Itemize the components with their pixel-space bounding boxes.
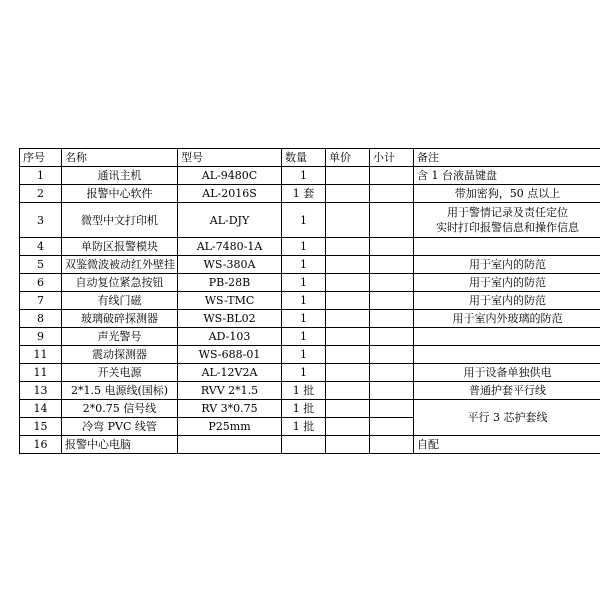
cell-model: WS-BL02	[178, 310, 282, 328]
cell-qty: 1	[282, 238, 326, 256]
table-row	[20, 328, 600, 346]
cell-subtotal	[370, 310, 414, 328]
cell-subtotal	[370, 382, 414, 400]
cell-subtotal	[370, 185, 414, 203]
cell-model: AL-DJY	[178, 203, 282, 238]
table-row	[20, 310, 600, 328]
cell-subtotal	[370, 418, 414, 436]
cell-qty: 1 批	[282, 400, 326, 418]
cell-model: AL-12V2A	[178, 364, 282, 382]
equipment-table	[19, 148, 600, 454]
cell-subtotal	[370, 238, 414, 256]
cell-subtotal	[370, 292, 414, 310]
table-row	[20, 292, 600, 310]
cell-name: 冷弯 PVC 线管	[62, 418, 178, 436]
cell-subtotal	[370, 328, 414, 346]
cell-seq: 6	[20, 274, 62, 292]
cell-seq: 7	[20, 292, 62, 310]
cell-unit-price	[326, 364, 370, 382]
table-row	[20, 256, 600, 274]
cell-seq: 2	[20, 185, 62, 203]
cell-unit-price	[326, 274, 370, 292]
table-row	[20, 436, 600, 454]
table-row	[20, 238, 600, 256]
cell-notes-merged: 平行 3 芯护套线	[414, 400, 600, 436]
cell-seq: 16	[20, 436, 62, 454]
cell-seq: 5	[20, 256, 62, 274]
cell-qty: 1	[282, 328, 326, 346]
table-row	[20, 274, 600, 292]
cell-subtotal	[370, 346, 414, 364]
table-row	[20, 185, 600, 203]
cell-unit-price	[326, 382, 370, 400]
cell-unit-price	[326, 310, 370, 328]
cell-notes	[414, 238, 600, 256]
cell-unit-price	[326, 292, 370, 310]
cell-unit-price	[326, 400, 370, 418]
cell-unit-price	[326, 167, 370, 185]
cell-unit-price	[326, 346, 370, 364]
cell-qty: 1	[282, 364, 326, 382]
cell-notes	[414, 328, 600, 346]
cell-model: WS-TMC	[178, 292, 282, 310]
cell-notes: 普通护套平行线	[414, 382, 600, 400]
cell-name: 玻璃破碎探测器	[62, 310, 178, 328]
cell-name: 自动复位紧急按钮	[62, 274, 178, 292]
cell-seq: 11	[20, 364, 62, 382]
cell-model	[178, 436, 282, 454]
cell-unit-price	[326, 328, 370, 346]
cell-name: 震动探测器	[62, 346, 178, 364]
table-header-row	[20, 149, 600, 167]
cell-subtotal	[370, 167, 414, 185]
cell-seq: 15	[20, 418, 62, 436]
cell-subtotal	[370, 436, 414, 454]
table-row	[20, 167, 600, 185]
cell-notes: 含 1 台液晶键盘	[414, 167, 600, 185]
header-notes: 备注	[414, 149, 600, 167]
cell-qty: 1 批	[282, 418, 326, 436]
header-subtotal: 小计	[370, 149, 414, 167]
cell-model: AL-7480-1A	[178, 238, 282, 256]
header-name: 名称	[62, 149, 178, 167]
header-seq: 序号	[20, 149, 62, 167]
cell-unit-price	[326, 238, 370, 256]
cell-name: 报警中心软件	[62, 185, 178, 203]
cell-notes: 用于室内的防范	[414, 292, 600, 310]
cell-unit-price	[326, 418, 370, 436]
cell-notes	[414, 346, 600, 364]
cell-notes: 用于设备单独供电	[414, 364, 600, 382]
cell-subtotal	[370, 203, 414, 238]
cell-qty: 1	[282, 167, 326, 185]
cell-qty: 1	[282, 310, 326, 328]
cell-model: WS-688-01	[178, 346, 282, 364]
cell-qty	[282, 436, 326, 454]
note-line: 实时打印报警信息和操作信息	[436, 221, 579, 234]
cell-name: 双鉴微波被动红外壁挂	[62, 256, 178, 274]
header-qty: 数量	[282, 149, 326, 167]
cell-name: 微型中文打印机	[62, 203, 178, 238]
cell-model: RVV 2*1.5	[178, 382, 282, 400]
header-unit-price: 单价	[326, 149, 370, 167]
cell-qty: 1	[282, 274, 326, 292]
cell-name: 开关电源	[62, 364, 178, 382]
cell-seq: 14	[20, 400, 62, 418]
cell-model: P25mm	[178, 418, 282, 436]
cell-qty: 1	[282, 256, 326, 274]
cell-unit-price	[326, 436, 370, 454]
cell-model: AL-2016S	[178, 185, 282, 203]
cell-name: 报警中心电脑	[62, 436, 178, 454]
cell-seq: 8	[20, 310, 62, 328]
cell-unit-price	[326, 203, 370, 238]
cell-model: AD-103	[178, 328, 282, 346]
cell-unit-price	[326, 256, 370, 274]
header-model: 型号	[178, 149, 282, 167]
cell-seq: 11	[20, 346, 62, 364]
cell-name: 有线门磁	[62, 292, 178, 310]
table-row	[20, 203, 600, 238]
table-row	[20, 400, 600, 418]
cell-notes: 用于室内的防范	[414, 256, 600, 274]
cell-subtotal	[370, 274, 414, 292]
cell-qty: 1	[282, 346, 326, 364]
cell-subtotal	[370, 400, 414, 418]
cell-notes: 用于室内外玻璃的防范	[414, 310, 600, 328]
cell-model: PB-28B	[178, 274, 282, 292]
cell-subtotal	[370, 364, 414, 382]
cell-seq: 9	[20, 328, 62, 346]
cell-seq: 13	[20, 382, 62, 400]
table-row	[20, 364, 600, 382]
cell-notes: 带加密狗，50 点以上	[414, 185, 600, 203]
cell-qty: 1	[282, 203, 326, 238]
cell-seq: 3	[20, 203, 62, 238]
cell-notes: 自配	[414, 436, 600, 454]
cell-model: WS-380A	[178, 256, 282, 274]
cell-name: 单防区报警模块	[62, 238, 178, 256]
table-row	[20, 346, 600, 364]
cell-name: 声光警号	[62, 328, 178, 346]
cell-notes	[414, 203, 600, 238]
cell-model: AL-9480C	[178, 167, 282, 185]
cell-qty: 1 套	[282, 185, 326, 203]
cell-subtotal	[370, 256, 414, 274]
cell-unit-price	[326, 185, 370, 203]
cell-name: 2*0.75 信号线	[62, 400, 178, 418]
cell-seq: 1	[20, 167, 62, 185]
cell-name: 2*1.5 电源线(国标)	[62, 382, 178, 400]
note-line: 用于警情记录及责任定位	[447, 206, 568, 219]
cell-model: RV 3*0.75	[178, 400, 282, 418]
cell-notes: 用于室内的防范	[414, 274, 600, 292]
cell-seq: 4	[20, 238, 62, 256]
cell-qty: 1 批	[282, 382, 326, 400]
cell-name: 通讯主机	[62, 167, 178, 185]
table-row	[20, 382, 600, 400]
cell-qty: 1	[282, 292, 326, 310]
